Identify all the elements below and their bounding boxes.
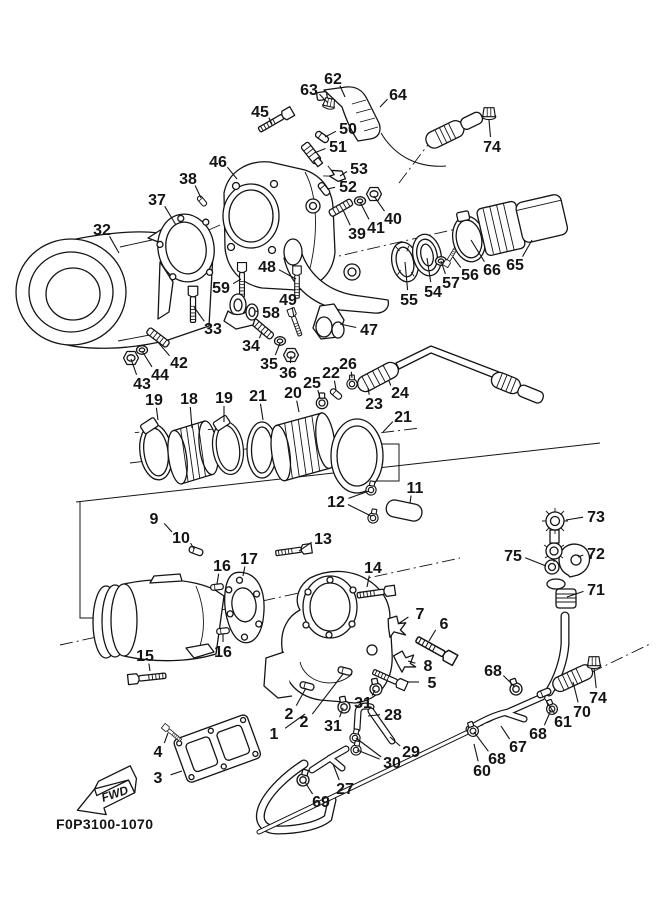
leader-line: [501, 726, 510, 739]
callout-35: 35: [260, 356, 278, 373]
callout-49: 49: [279, 292, 297, 309]
callout-7: 7: [415, 606, 425, 623]
leader-line: [297, 401, 299, 412]
callout-34: 34: [242, 338, 260, 355]
callout-9: 9: [149, 511, 159, 528]
callout-20: 20: [284, 385, 302, 402]
flange-nut-74b: [587, 657, 601, 669]
gasket-3: [173, 714, 262, 784]
callout-52: 52: [339, 179, 357, 196]
fitting-61: [536, 687, 551, 698]
hose-11: [385, 498, 424, 522]
leader-line: [343, 210, 350, 225]
callout-6: 6: [439, 616, 449, 633]
callout-13: 13: [314, 531, 332, 548]
callout-41: 41: [367, 220, 385, 237]
callout-55: 55: [400, 292, 418, 309]
callout-4: 4: [153, 744, 163, 761]
callout-70: 70: [573, 704, 591, 721]
bolt-4: [161, 723, 182, 742]
hose-23-pipe-24: [355, 346, 546, 405]
callout-33: 33: [204, 321, 222, 338]
leader-line: [489, 120, 491, 137]
callout-30: 30: [383, 755, 401, 772]
bracket-58: [224, 294, 258, 329]
bolt-49: [287, 307, 304, 336]
coupler-65: [476, 190, 570, 256]
fitting-51: [301, 142, 324, 168]
callout-31: 31: [354, 695, 372, 712]
callout-64: 64: [389, 87, 407, 104]
callout-16: 16: [213, 558, 231, 575]
callout-37: 37: [148, 192, 166, 209]
callout-54: 54: [424, 284, 442, 301]
callout-56: 56: [461, 267, 479, 284]
callout-19: 19: [215, 390, 233, 407]
flange-nut-74a: [482, 108, 496, 120]
callout-71: 71: [587, 582, 605, 599]
leader-line: [164, 524, 172, 533]
callout-51: 51: [329, 139, 347, 156]
leader-line: [305, 782, 313, 794]
callout-47: 47: [360, 322, 378, 339]
leader-line: [429, 630, 436, 641]
callout-40: 40: [384, 211, 402, 228]
callout-42: 42: [170, 355, 188, 372]
flush-fitting-stack: [542, 508, 590, 608]
leader-line: [171, 771, 182, 775]
callout-21: 21: [249, 388, 267, 405]
fitting-16a: [210, 583, 223, 590]
callout-24: 24: [391, 385, 409, 402]
joint-tube-top: [423, 109, 485, 151]
callout-50: 50: [339, 121, 357, 138]
leader-line: [474, 732, 488, 751]
callout-1: 1: [269, 726, 279, 743]
nut-43: [124, 352, 139, 365]
nut-40: [367, 188, 382, 201]
fitting-10: [188, 546, 203, 557]
callout-63: 63: [300, 82, 318, 99]
callout-61: 61: [554, 714, 572, 731]
callout-48: 48: [258, 259, 276, 276]
callout-59: 59: [212, 280, 230, 297]
callout-60: 60: [473, 763, 491, 780]
callout-31: 31: [324, 718, 342, 735]
leader-line: [142, 351, 152, 367]
callout-57: 57: [442, 275, 460, 292]
leader-line: [525, 558, 546, 566]
callout-38: 38: [179, 171, 197, 188]
fwd-label: FWD: [99, 783, 130, 805]
leader-line: [453, 257, 461, 268]
callout-74: 74: [483, 139, 501, 156]
fwd-arrow: [69, 765, 144, 822]
diagram-code: F0P3100-1070: [56, 816, 154, 832]
leader-line: [360, 202, 369, 219]
leader-line: [383, 422, 393, 432]
fitting-16b: [216, 627, 229, 634]
callout-44: 44: [151, 367, 169, 384]
leader-line: [566, 517, 583, 520]
callout-5: 5: [427, 675, 437, 692]
bolt-6: [414, 634, 458, 665]
leader-line: [217, 574, 219, 584]
callout-11: 11: [406, 480, 424, 497]
rubber-joint-20: [267, 412, 339, 482]
pin-38: [196, 195, 207, 207]
callout-8: 8: [423, 658, 433, 675]
callout-72: 72: [587, 546, 605, 563]
callout-43: 43: [133, 376, 151, 393]
washer-41: [355, 197, 366, 206]
callout-19: 19: [145, 392, 163, 409]
callout-62: 62: [324, 71, 342, 88]
clip-8: [393, 650, 416, 673]
bolt-15: [128, 671, 167, 685]
leader-line: [290, 356, 291, 363]
callout-17: 17: [240, 551, 258, 568]
callout-28: 28: [384, 707, 402, 724]
callout-46: 46: [209, 154, 227, 171]
leader-line: [474, 744, 478, 761]
callout-53: 53: [350, 161, 368, 178]
washer-44: [137, 346, 148, 355]
callout-12: 12: [327, 494, 345, 511]
callout-2: 2: [284, 706, 294, 723]
callout-32: 32: [93, 222, 111, 239]
leader-line: [164, 733, 168, 743]
callout-23: 23: [365, 396, 383, 413]
clamp-12b: [367, 508, 379, 524]
callout-65: 65: [506, 257, 524, 274]
callout-3: 3: [153, 770, 163, 787]
callout-18: 18: [180, 391, 198, 408]
callout-68: 68: [484, 663, 502, 680]
callout-45: 45: [251, 104, 269, 121]
callout-68: 68: [488, 751, 506, 768]
callout-68: 68: [529, 726, 547, 743]
callout-26: 26: [339, 356, 357, 373]
callout-10: 10: [172, 530, 190, 547]
leader-line: [156, 408, 158, 420]
leader-line: [348, 505, 371, 517]
callout-73: 73: [587, 509, 605, 526]
cap-50: [314, 130, 329, 143]
leader-line: [261, 404, 264, 420]
clamp-68a: [507, 677, 524, 697]
callout-29: 29: [402, 744, 420, 761]
callout-66: 66: [483, 262, 501, 279]
pipe-joint-9: [93, 574, 224, 661]
leader-line: [357, 750, 380, 759]
callout-21: 21: [394, 409, 412, 426]
callout-16: 16: [214, 644, 232, 661]
callout-36: 36: [279, 365, 297, 382]
callout-27: 27: [336, 781, 354, 798]
leader-line: [380, 99, 388, 107]
callout-75: 75: [504, 548, 522, 565]
leader-line: [325, 131, 336, 137]
clamp-25: [316, 393, 327, 409]
callout-15: 15: [136, 648, 154, 665]
callout-14: 14: [364, 560, 382, 577]
callout-58: 58: [262, 305, 280, 322]
callout-74: 74: [589, 690, 607, 707]
callout-39: 39: [348, 226, 366, 243]
callout-2: 2: [299, 714, 309, 731]
callout-25: 25: [303, 375, 321, 392]
cap-73: [542, 508, 568, 534]
callout-69: 69: [312, 794, 330, 811]
callout-22: 22: [322, 365, 340, 382]
callout-67: 67: [509, 739, 527, 756]
